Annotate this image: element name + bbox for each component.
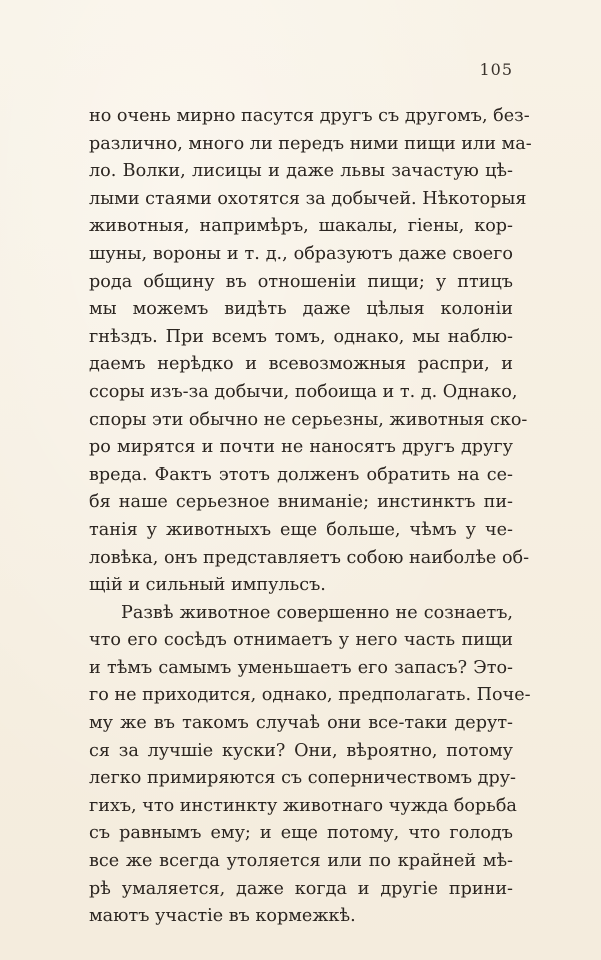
text-line: щій и сильный импульсъ. — [89, 575, 326, 596]
text-line: животныя, напримѣръ, шакалы, гіены, кор- — [89, 216, 513, 237]
text-line: танія у животныхъ еще больше, чѣмъ у че- — [89, 519, 513, 540]
text-line: но очень мирно пасутся другъ съ другомъ, без- — [89, 106, 530, 126]
text-line: шуны, вороны и т. д., образуютъ даже своего — [89, 243, 513, 264]
text-line: ссоры изъ-за добычи, побоища и т. д. Однако, — [89, 381, 518, 402]
text-line: гихъ, что инстинкту животнаго чужда борьба — [89, 795, 517, 816]
text-line: даемъ нерѣдко и всевозможныя распри, и — [89, 354, 513, 375]
text-line: различно, много ли передъ ними пищи или ма- — [89, 133, 532, 154]
text-line: легко примиряются съ соперничествомъ дру- — [89, 768, 517, 789]
text-line: го не приходится, однако, предполагать. Поче- — [89, 685, 531, 706]
text-line: рода общину въ отношеніи пищи; у птицъ — [89, 271, 513, 292]
page-number: 105 — [479, 60, 513, 79]
text-line: ро мирятся и почти не наносятъ другъ другу — [89, 437, 513, 458]
text-line: лыми стаями охотятся за добычей. Нѣкоторыя — [89, 188, 527, 209]
text-line: рѣ умаляется, даже когда и другіе прини- — [89, 878, 513, 899]
text-line: ло. Волки, лисицы и даже львы зачастую цѣ- — [89, 161, 513, 182]
text-line: бя наше серьезное вниманіе; инстинктъ пи- — [89, 492, 513, 513]
text-line: все же всегда утоляется или по крайней мѣ- — [89, 851, 513, 872]
text-line: маютъ участіе въ кормежкѣ. — [89, 906, 356, 927]
text-line: вреда. Фактъ этотъ долженъ обратить на се- — [89, 464, 513, 485]
text-line: и тѣмъ самымъ уменьшаетъ его запасъ? Это- — [89, 657, 513, 678]
text-line: му же въ такомъ случаѣ они все-таки дерут- — [89, 713, 513, 734]
paragraph-1 — [89, 103, 532, 600]
text-line: ловѣка, онъ представляетъ собою наиболѣе об- — [89, 547, 530, 568]
text-line: что его сосѣдъ отнимаетъ у него часть пищи — [89, 630, 513, 651]
paragraph-2 — [89, 600, 531, 931]
text-line: споры эти обычно не серьезны, животныя ско- — [89, 409, 528, 430]
text-line: гнѣздъ. При всемъ томъ, однако, мы наблю- — [89, 326, 513, 347]
text-line: Развѣ животное совершенно не сознаетъ, — [121, 602, 513, 623]
text-line: съ равнымъ ему; и еще потому, что голодъ — [89, 823, 513, 844]
text-line: мы можемъ видѣть даже цѣлыя колоніи — [89, 299, 513, 320]
text-line: ся за лучшіе куски? Они, вѣроятно, потому — [89, 740, 513, 761]
body-text — [89, 103, 532, 931]
